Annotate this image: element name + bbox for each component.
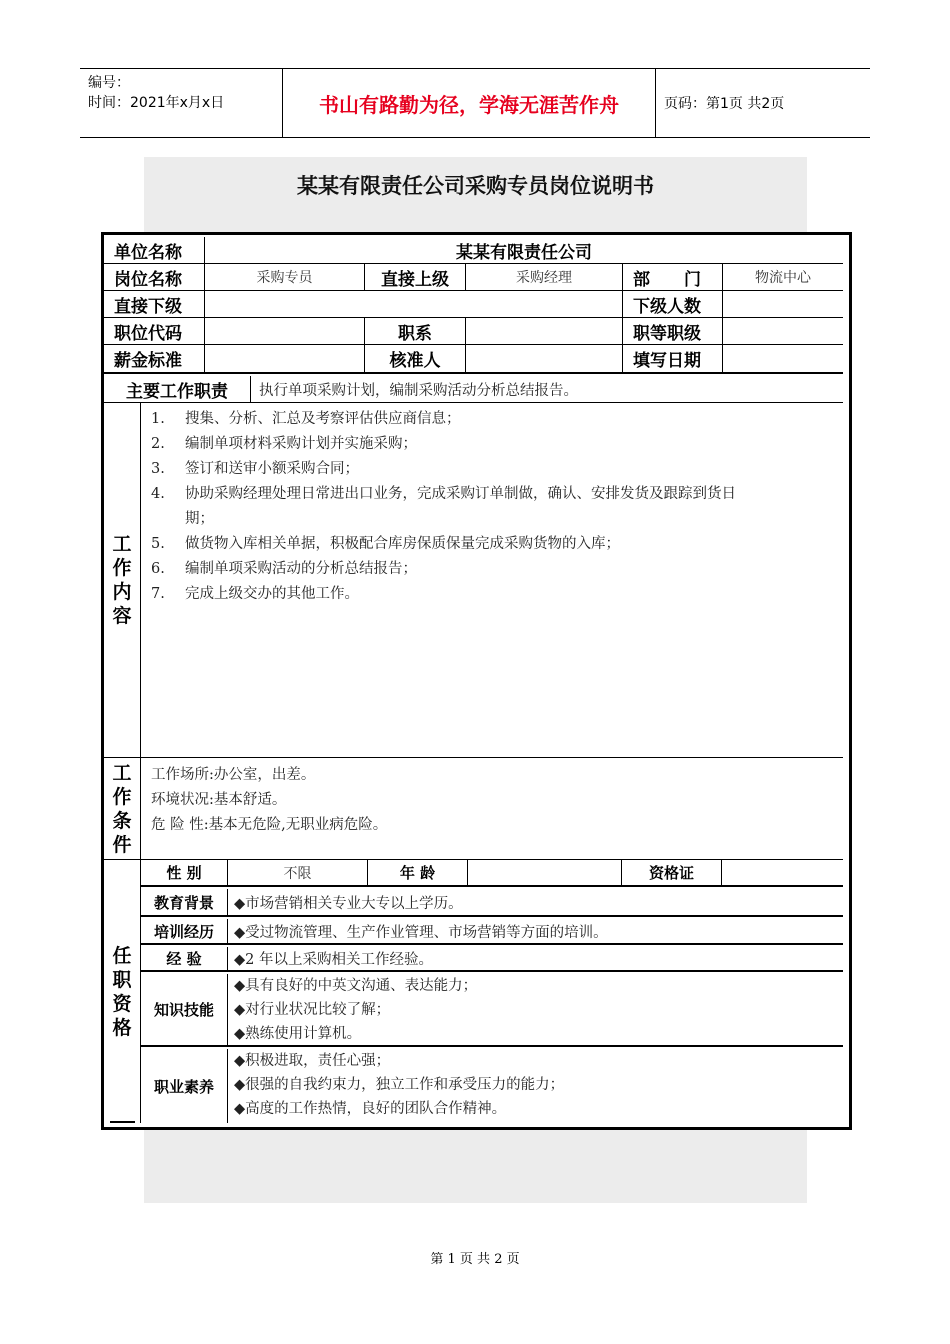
age-label: 年 龄 xyxy=(368,860,468,887)
dept-value: 物流中心 xyxy=(723,264,843,291)
code-label: 职位代码 xyxy=(104,318,205,345)
grade-value xyxy=(723,318,843,345)
gender-value: 不限 xyxy=(228,860,368,887)
training-value: ◆受过物流管理、生产作业管理、市场营销等方面的培训。 xyxy=(228,919,843,945)
age-value xyxy=(468,860,622,887)
sub-count-value xyxy=(723,291,843,318)
superior-label: 直接上级 xyxy=(365,264,466,291)
work-content-item xyxy=(151,407,836,432)
work-content-label: 工作内容 xyxy=(112,533,132,627)
condition-line: 工作场所:办公室，出差。 xyxy=(151,767,316,783)
item-text: 做货物入库相关单据，积极配合库房保质保量完成采购货物的入库； xyxy=(185,536,620,552)
education-label: 教育背景 xyxy=(141,889,228,917)
series-value xyxy=(466,318,623,345)
main-duty-label: 主要工作职责 xyxy=(104,376,251,403)
qualifications-label-cell xyxy=(104,860,141,1123)
header-page-info: 页码：第1页 共2页 xyxy=(664,96,785,112)
item-number: 2. xyxy=(151,436,165,452)
quality-item: ◆很强的自我约束力，独立工作和承受压力的能力； xyxy=(234,1077,565,1093)
item-text: 搜集、分析、汇总及考察评估供应商信息； xyxy=(185,411,461,427)
document-title: 某某有限责任公司采购专员岗位说明书 xyxy=(297,174,654,198)
item-text: 期； xyxy=(185,511,214,527)
main-duty-value: 执行单项采购计划，编制采购活动分析总结报告。 xyxy=(251,376,843,403)
work-content-item xyxy=(151,507,836,532)
salary-label: 薪金标准 xyxy=(104,345,205,374)
condition-line: 危 险 性:基本无危险,无职业病危险。 xyxy=(151,817,388,833)
subordinate-value xyxy=(205,291,623,318)
item-number: 5. xyxy=(151,536,165,552)
header-meta xyxy=(88,73,224,113)
skill-item: ◆具有良好的中英文沟通、表达能力； xyxy=(234,978,478,994)
work-content-item xyxy=(151,432,836,457)
skills-label: 知识技能 xyxy=(141,974,228,1047)
training-label: 培训经历 xyxy=(141,919,228,945)
experience-value: ◆2 年以上采购相关工作经验。 xyxy=(228,947,843,972)
work-conditions-label: 工作条件 xyxy=(112,761,132,856)
skill-item: ◆熟练使用计算机。 xyxy=(234,1026,362,1042)
quality-label: 职业素养 xyxy=(141,1049,228,1123)
gender-label: 性 别 xyxy=(141,860,228,887)
post-value: 采购专员 xyxy=(205,264,365,291)
quality-value xyxy=(228,1049,843,1123)
item-number: 7. xyxy=(151,586,165,602)
work-content-item xyxy=(151,582,836,607)
job-description-table xyxy=(101,232,852,1130)
superior-value: 采购经理 xyxy=(466,264,623,291)
item-number: 6. xyxy=(151,561,165,577)
qualifications-label: 任职资格 xyxy=(112,944,132,1039)
post-label: 岗位名称 xyxy=(104,264,205,291)
work-content-item xyxy=(151,532,836,557)
grade-label: 职等职级 xyxy=(623,318,723,345)
cert-label: 资格证 xyxy=(622,860,722,887)
work-conditions-label-cell xyxy=(104,758,141,860)
date-value xyxy=(723,345,843,374)
education-value: ◆市场营销相关专业大专以上学历。 xyxy=(228,889,843,917)
skills-value xyxy=(228,974,843,1047)
date-label: 填写日期 xyxy=(623,345,723,374)
work-content-list xyxy=(141,403,843,758)
serial-label: 编号： xyxy=(88,75,130,91)
item-text: 协助采购经理处理日常进出口业务，完成采购订单制做，确认、安排发货及跟踪到货日 xyxy=(185,486,736,502)
dept-label: 部 门 xyxy=(623,264,723,291)
unit-label: 单位名称 xyxy=(104,237,205,264)
item-text: 编制单项材料采购计划并实施采购； xyxy=(185,436,417,452)
item-number: 4. xyxy=(151,486,165,502)
skill-item: ◆对行业状况比较了解； xyxy=(234,1002,391,1018)
divider xyxy=(110,1121,135,1123)
work-content-label-cell xyxy=(104,403,141,758)
item-text: 编制单项采购活动的分析总结报告； xyxy=(185,561,417,577)
work-conditions-content xyxy=(141,758,843,860)
sub-count-label: 下级人数 xyxy=(623,291,723,318)
item-number: 3. xyxy=(151,461,165,477)
salary-value xyxy=(205,345,365,374)
quality-item: ◆积极进取，责任心强； xyxy=(234,1053,391,1069)
code-value xyxy=(205,318,365,345)
page-footer: 第 1 页 共 2 页 xyxy=(430,1252,520,1267)
page-header xyxy=(80,68,870,138)
work-content-item xyxy=(151,557,836,582)
work-content-item xyxy=(151,482,836,507)
unit-value: 某某有限责任公司 xyxy=(205,237,843,264)
approver-label: 核准人 xyxy=(365,345,466,374)
series-label: 职系 xyxy=(365,318,466,345)
quality-item: ◆高度的工作热情，良好的团队合作精神。 xyxy=(234,1101,507,1117)
item-text: 完成上级交办的其他工作。 xyxy=(185,586,359,602)
subordinate-label: 直接下级 xyxy=(104,291,205,318)
work-content-item xyxy=(151,457,836,482)
header-motto: 书山有路勤为径，学海无涯苦作舟 xyxy=(282,69,656,137)
time-label: 时间：2021年x月x日 xyxy=(88,95,225,111)
approver-value xyxy=(466,345,623,374)
experience-label: 经 验 xyxy=(141,947,228,972)
item-text: 签订和送审小额采购合同； xyxy=(185,461,359,477)
cert-value xyxy=(722,860,843,887)
condition-line: 环境状况:基本舒适。 xyxy=(151,792,287,808)
item-number: 1. xyxy=(151,411,165,427)
